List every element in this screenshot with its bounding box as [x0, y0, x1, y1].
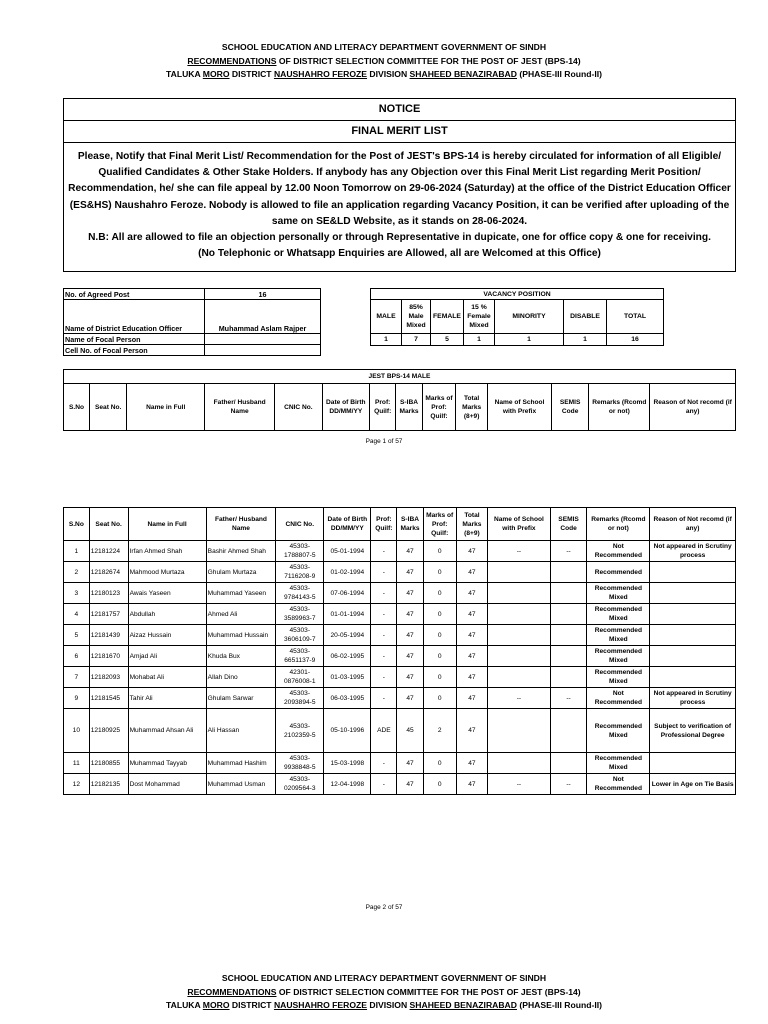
- cell-pmarks: 0: [423, 774, 456, 795]
- cell-reason: [650, 604, 736, 625]
- col-reason-header: Reason of Not recomd (if any): [650, 508, 736, 541]
- cell-pmarks: 0: [423, 562, 456, 583]
- cell-seat: 12182674: [89, 562, 128, 583]
- cell-name: Amjad Ali: [128, 646, 206, 667]
- header-division: DIVISION: [367, 69, 410, 79]
- cell-remarks: Recommended: [587, 562, 650, 583]
- header-phase: (PHASE-III Round-II): [516, 1000, 602, 1010]
- cell-semis: --: [550, 688, 587, 709]
- cell-remarks: Not Recommended: [587, 774, 650, 795]
- cell-semis: [550, 753, 587, 774]
- cell-pmarks: 0: [423, 541, 456, 562]
- cell-total: 47: [456, 753, 487, 774]
- cell-school: --: [488, 774, 551, 795]
- cell-remarks: Recommended Mixed: [587, 625, 650, 646]
- cell-siba: 47: [397, 562, 423, 583]
- cell-semis: [550, 562, 587, 583]
- header-line-3: [0, 999, 768, 1013]
- cell-siba: 47: [397, 667, 423, 688]
- cell-reason: Not appeared in Scrutiny process: [650, 541, 736, 562]
- col-seat-header: Seat No.: [89, 384, 126, 431]
- cell-remarks: Recommended Mixed: [587, 583, 650, 604]
- deo-label: Name of District Education Officer: [64, 300, 205, 334]
- cell-total: 47: [456, 709, 487, 753]
- cell-siba: 45: [397, 709, 423, 753]
- cell-name: Muhammad Ahsan Ali: [128, 709, 206, 753]
- header-line-2-rest: OF DISTRICT SELECTION COMMITTEE FOR THE POST OF JEST (BPS-14): [276, 55, 581, 66]
- header-line-2-rest: OF DISTRICT SELECTION COMMITTEE FOR THE POST OF JEST (BPS-14): [276, 986, 581, 997]
- cell-reason: Lower in Age on Tie Basis: [650, 774, 736, 795]
- cell-school: [488, 604, 551, 625]
- cell-siba: 47: [397, 646, 423, 667]
- cell-cnic: 42301-0876008-1: [276, 667, 324, 688]
- cell-remarks: Recommended Mixed: [587, 667, 650, 688]
- header-benazirabad: SHAHEED BENAZIRABAD: [409, 1000, 517, 1010]
- focal-person-value: [205, 334, 321, 345]
- col-dob-header: Date of Birth DD/MM/YY: [322, 384, 370, 431]
- cell-prof: -: [371, 688, 397, 709]
- col-pmarks-header: Marks of Prof: Quilf:: [422, 384, 456, 431]
- cell-sno: 3: [64, 583, 90, 604]
- document-header: [0, 41, 768, 82]
- cell-prof: -: [371, 541, 397, 562]
- cell-sno: 5: [64, 625, 90, 646]
- cell-total: 47: [456, 774, 487, 795]
- table-row: [64, 646, 736, 667]
- col-father-header: Father/ Husband Name: [206, 508, 276, 541]
- table-row: [64, 709, 736, 753]
- focal-person-label: Name of Focal Person: [64, 334, 205, 345]
- cell-dob: 06-02-1995: [324, 646, 371, 667]
- col-remarks-header: Remarks (Rcomd or not): [587, 508, 650, 541]
- cell-siba: 47: [397, 688, 423, 709]
- cell-name: Mohabat Ali: [128, 667, 206, 688]
- cell-total: 47: [456, 646, 487, 667]
- cell-prof: ADE: [371, 709, 397, 753]
- header-recommendations: RECOMMENDATIONS: [187, 55, 277, 66]
- table-row: [64, 625, 736, 646]
- cell-semis: [550, 625, 587, 646]
- cell-school: [488, 646, 551, 667]
- vacancy-header-disable: DISABLE: [564, 300, 607, 334]
- cell-cnic: 45303-9784143-5: [276, 583, 324, 604]
- notice-paragraph-3: (No Telephonic or Whatsapp Enquiries are Allowed, all are Welcomed at this Office): [198, 248, 601, 260]
- cell-dob: 01-03-1995: [324, 667, 371, 688]
- header-line-2: [0, 55, 768, 69]
- cell-total: 47: [456, 604, 487, 625]
- cell-pmarks: 0: [423, 667, 456, 688]
- cell-semis: [550, 583, 587, 604]
- notice-subtitle: FINAL MERIT LIST: [64, 121, 735, 143]
- cell-siba: 47: [397, 541, 423, 562]
- vacancy-value-male-mixed: 7: [402, 334, 431, 346]
- cell-sno: 4: [64, 604, 90, 625]
- agreed-post-value: 16: [205, 289, 321, 300]
- col-pmarks-header: Marks of Prof: Quilf:: [423, 508, 456, 541]
- cell-sno: 1: [64, 541, 90, 562]
- focal-cell-value: [205, 345, 321, 356]
- cell-semis: [550, 667, 587, 688]
- col-semis-header: SEMIS Code: [550, 508, 587, 541]
- header-moro: MORO: [202, 69, 230, 79]
- table-row: [64, 667, 736, 688]
- header-division: DIVISION: [367, 1000, 410, 1010]
- cell-seat: 12181545: [89, 688, 128, 709]
- cell-name: Abdullah: [128, 604, 206, 625]
- cell-prof: -: [371, 625, 397, 646]
- agreed-post-label: No. of Agreed Post: [64, 289, 205, 300]
- table-row: [64, 604, 736, 625]
- cell-father: Muhammad Hussain: [206, 625, 276, 646]
- header-recommendations: RECOMMENDATIONS: [187, 986, 277, 997]
- deo-value: Muhammad Aslam Rajper: [205, 300, 321, 334]
- jest-title: JEST BPS-14 MALE: [64, 370, 736, 384]
- cell-pmarks: 0: [423, 625, 456, 646]
- notice-paragraph-1: Please, Notify that Final Merit List/ Recommendation for the Post of JEST's BPS-14 is hereby circulated for information of all Eligible/ Qualified Candidates & Other Stake Holders. If anybody has any Objection over this Final Merit List regarding Merit Position/ Recommendation, he/ she can file appeal by 12.00 Noon Tomorrow on 29-06-2024 (Saturday) at the office of the District Education Officer (ES&HS) Naushahro Feroze. Nobody is allowed to file an application regarding Vacancy Position, it can be verified after uploading of the same on SE&LD Website, as it stands on 28-06-2024.: [68, 151, 731, 227]
- cell-total: 47: [456, 667, 487, 688]
- cell-prof: -: [371, 562, 397, 583]
- header-line-1: SCHOOL EDUCATION AND LITERACY DEPARTMENT GOVERNMENT OF SINDH: [221, 973, 547, 983]
- header-line-1: SCHOOL EDUCATION AND LITERACY DEPARTMENT GOVERNMENT OF SINDH: [221, 42, 547, 52]
- table-row: [64, 562, 736, 583]
- col-total-header: Total Marks (8+9): [456, 384, 488, 431]
- cell-siba: 47: [397, 774, 423, 795]
- header-line-2: [0, 986, 768, 1000]
- cell-remarks: Recommended Mixed: [587, 753, 650, 774]
- cell-seat: 12182093: [89, 667, 128, 688]
- cell-seat: 12181670: [89, 646, 128, 667]
- cell-total: 47: [456, 625, 487, 646]
- col-name-header: Name in Full: [128, 508, 206, 541]
- cell-seat: 12181757: [89, 604, 128, 625]
- cell-father: Muhammad Yaseen: [206, 583, 276, 604]
- col-semis-header: SEMIS Code: [552, 384, 589, 431]
- cell-pmarks: 0: [423, 753, 456, 774]
- focal-cell-label: Cell No. of Focal Person: [64, 345, 205, 356]
- cell-seat: 12181224: [89, 541, 128, 562]
- cell-school: [488, 753, 551, 774]
- col-siba-header: S-IBA Marks: [396, 384, 422, 431]
- cell-remarks: Recommended Mixed: [587, 646, 650, 667]
- cell-sno: 12: [64, 774, 90, 795]
- cell-siba: 47: [397, 625, 423, 646]
- vacancy-table: [370, 288, 664, 346]
- cell-father: Ali Hassan: [206, 709, 276, 753]
- cell-school: [488, 562, 551, 583]
- cell-father: Ahmed Ali: [206, 604, 276, 625]
- cell-cnic: 45303-7116208-9: [276, 562, 324, 583]
- cell-sno: 7: [64, 667, 90, 688]
- cell-name: Mahmood Murtaza: [128, 562, 206, 583]
- col-father-header: Father/ Husband Name: [205, 384, 275, 431]
- cell-name: Awais Yaseen: [128, 583, 206, 604]
- cell-cnic: 45303-2093894-5: [276, 688, 324, 709]
- header-moro: MORO: [202, 1000, 230, 1010]
- cell-school: --: [488, 688, 551, 709]
- cell-reason: [650, 646, 736, 667]
- header-district: DISTRICT: [229, 1000, 274, 1010]
- notice-body: [64, 143, 735, 262]
- col-siba-header: S-IBA Marks: [397, 508, 423, 541]
- header-phase: (PHASE-III Round-II): [516, 69, 602, 79]
- col-reason-header: Reason of Not recomd (if any): [650, 384, 736, 431]
- cell-siba: 47: [397, 753, 423, 774]
- cell-reason: Not appeared in Scrutiny process: [650, 688, 736, 709]
- vacancy-header-minority: MINORITY: [495, 300, 564, 334]
- cell-pmarks: 0: [423, 688, 456, 709]
- cell-seat: 12181439: [89, 625, 128, 646]
- cell-pmarks: 2: [423, 709, 456, 753]
- cell-father: Ghulam Sarwar: [206, 688, 276, 709]
- cell-dob: 01-02-1994: [324, 562, 371, 583]
- cell-school: [488, 583, 551, 604]
- cell-semis: [550, 709, 587, 753]
- cell-father: Muhammad Usman: [206, 774, 276, 795]
- cell-dob: 07-06-1994: [324, 583, 371, 604]
- cell-prof: -: [371, 753, 397, 774]
- col-sno-header: S.No: [64, 384, 90, 431]
- cell-school: [488, 709, 551, 753]
- cell-father: Bashir Ahmed Shah: [206, 541, 276, 562]
- cell-cnic: 45303-2102359-5: [276, 709, 324, 753]
- cell-cnic: 45303-0209564-3: [276, 774, 324, 795]
- cell-reason: [650, 562, 736, 583]
- page-number-1: Page 1 of 57: [365, 438, 403, 445]
- table-row: [64, 688, 736, 709]
- cell-school: --: [488, 541, 551, 562]
- cell-cnic: 45303-6651137-9: [276, 646, 324, 667]
- vacancy-value-minority: 1: [495, 334, 564, 346]
- cell-cnic: 45303-1788807-5: [276, 541, 324, 562]
- notice-paragraph-2: N.B: All are allowed to file an objection personally or through Representative in dupicate, one for office copy & one for receiving.: [88, 232, 711, 244]
- cell-prof: -: [371, 667, 397, 688]
- merit-list-table: [63, 507, 736, 795]
- cell-prof: -: [371, 583, 397, 604]
- cell-semis: --: [550, 541, 587, 562]
- col-dob-header: Date of Birth DD/MM/YY: [324, 508, 371, 541]
- header-naushahro: NAUSHAHRO FEROZE: [273, 69, 368, 79]
- cell-father: Khuda Bux: [206, 646, 276, 667]
- cell-school: [488, 667, 551, 688]
- vacancy-header-male-mixed: 85% Male Mixed: [402, 300, 431, 334]
- vacancy-header-female-mixed: 15 % Female Mixed: [464, 300, 495, 334]
- cell-semis: --: [550, 774, 587, 795]
- cell-total: 47: [456, 562, 487, 583]
- col-name-header: Name in Full: [127, 384, 205, 431]
- col-total-header: Total Marks (8+9): [456, 508, 487, 541]
- vacancy-title: VACANCY POSITION: [371, 289, 664, 300]
- info-table: [63, 288, 321, 356]
- cell-siba: 47: [397, 604, 423, 625]
- vacancy-value-female: 5: [431, 334, 464, 346]
- vacancy-header-total: TOTAL: [607, 300, 664, 334]
- header-naushahro: NAUSHAHRO FEROZE: [273, 1000, 368, 1010]
- cell-remarks: Not Recommended: [587, 541, 650, 562]
- cell-dob: 20-05-1994: [324, 625, 371, 646]
- vacancy-value-disable: 1: [564, 334, 607, 346]
- cell-prof: -: [371, 604, 397, 625]
- cell-name: Irfan Ahmed Shah: [128, 541, 206, 562]
- col-cnic-header: CNIC No.: [275, 384, 322, 431]
- cell-cnic: 45303-9938848-5: [276, 753, 324, 774]
- vacancy-value-male: 1: [371, 334, 402, 346]
- cell-reason: [650, 583, 736, 604]
- table-row: [64, 583, 736, 604]
- cell-seat: 12182135: [89, 774, 128, 795]
- header-taluka: TALUKA: [166, 1000, 203, 1010]
- cell-pmarks: 0: [423, 604, 456, 625]
- col-school-header: Name of School with Prefix: [488, 384, 552, 431]
- cell-father: Allah Dino: [206, 667, 276, 688]
- cell-remarks: Not Recommended: [587, 688, 650, 709]
- table-row: [64, 753, 736, 774]
- cell-sno: 9: [64, 688, 90, 709]
- cell-siba: 47: [397, 583, 423, 604]
- col-sno-header: S.No: [64, 508, 90, 541]
- col-prof-header: Prof: Quilf:: [371, 508, 397, 541]
- vacancy-value-total: 16: [607, 334, 664, 346]
- cell-seat: 12180925: [89, 709, 128, 753]
- cell-prof: -: [371, 646, 397, 667]
- cell-cnic: 45303-3589963-7: [276, 604, 324, 625]
- vacancy-header-male: MALE: [371, 300, 402, 334]
- cell-remarks: Recommended Mixed: [587, 604, 650, 625]
- column-header-row: [64, 508, 736, 541]
- cell-total: 47: [456, 583, 487, 604]
- cell-total: 47: [456, 541, 487, 562]
- cell-prof: -: [371, 774, 397, 795]
- cell-dob: 06-03-1995: [324, 688, 371, 709]
- cell-name: Aizaz Hussain: [128, 625, 206, 646]
- cell-school: [488, 625, 551, 646]
- notice-box: [63, 98, 736, 272]
- cell-seat: 12180855: [89, 753, 128, 774]
- table-row: [64, 774, 736, 795]
- cell-dob: 12-04-1998: [324, 774, 371, 795]
- vacancy-value-female-mixed: 1: [464, 334, 495, 346]
- cell-dob: 15-03-1998: [324, 753, 371, 774]
- col-seat-header: Seat No.: [89, 508, 128, 541]
- cell-pmarks: 0: [423, 646, 456, 667]
- cell-reason: Subject to verification of Professional Degree: [650, 709, 736, 753]
- cell-cnic: 45303-3606109-7: [276, 625, 324, 646]
- header-line-3: [0, 68, 768, 82]
- cell-dob: 05-01-1994: [324, 541, 371, 562]
- notice-title: NOTICE: [64, 99, 735, 121]
- cell-semis: [550, 646, 587, 667]
- cell-sno: 6: [64, 646, 90, 667]
- cell-total: 47: [456, 688, 487, 709]
- cell-name: Tahir Ali: [128, 688, 206, 709]
- header-benazirabad: SHAHEED BENAZIRABAD: [409, 69, 517, 79]
- col-school-header: Name of School with Prefix: [488, 508, 551, 541]
- cell-sno: 11: [64, 753, 90, 774]
- cell-sno: 10: [64, 709, 90, 753]
- header-district: DISTRICT: [229, 69, 274, 79]
- cell-dob: 05-10-1996: [324, 709, 371, 753]
- cell-father: Ghulam Murtaza: [206, 562, 276, 583]
- column-header-row: [64, 384, 736, 431]
- merit-header-table-page1: [63, 369, 736, 431]
- table-row: [64, 541, 736, 562]
- vacancy-header-female: FEMALE: [431, 300, 464, 334]
- col-cnic-header: CNIC No.: [276, 508, 324, 541]
- cell-seat: 12180123: [89, 583, 128, 604]
- cell-name: Dost Mohammad: [128, 774, 206, 795]
- cell-dob: 01-01-1994: [324, 604, 371, 625]
- cell-father: Muhammad Hashim: [206, 753, 276, 774]
- document-header-repeat: [0, 972, 768, 1013]
- header-taluka: TALUKA: [166, 69, 203, 79]
- cell-pmarks: 0: [423, 583, 456, 604]
- col-prof-header: Prof: Quilf:: [370, 384, 396, 431]
- col-remarks-header: Remarks (Rcomd or not): [589, 384, 650, 431]
- cell-sno: 2: [64, 562, 90, 583]
- cell-name: Muhammad Tayyab: [128, 753, 206, 774]
- page-number-2: Page 2 of 57: [365, 904, 403, 911]
- cell-semis: [550, 604, 587, 625]
- cell-remarks: Recommended Mixed: [587, 709, 650, 753]
- cell-reason: [650, 753, 736, 774]
- cell-reason: [650, 625, 736, 646]
- cell-reason: [650, 667, 736, 688]
